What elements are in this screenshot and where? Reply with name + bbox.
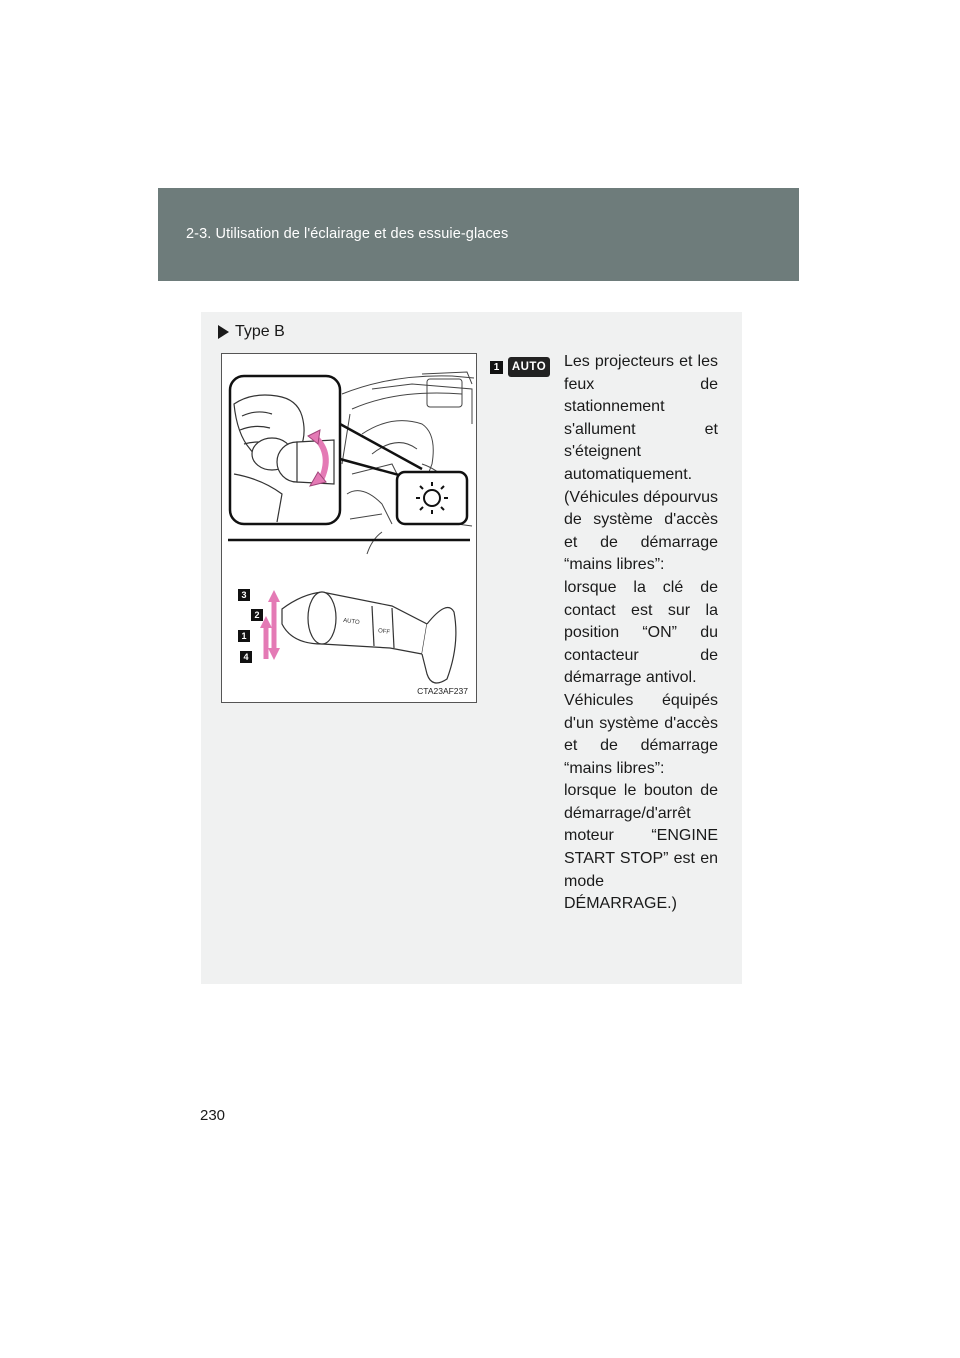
callout-2: 2: [251, 605, 263, 623]
triangle-bullet-icon: [218, 325, 229, 339]
content-panel: [201, 312, 742, 984]
section-header: [158, 188, 799, 281]
headlight-switch-illustration: [221, 353, 477, 703]
switch-off-label: OFF: [377, 628, 391, 636]
description-line: Les projecteurs et les feux de stationnement s'allument et s'éteignent automatiquement.: [564, 353, 718, 483]
description-line: lorsque le bouton de démarrage/d'arrêt moteur “ENGINE START STOP” est en mode DÉMARRAGE.): [564, 782, 718, 913]
type-label-text: Type B: [235, 323, 285, 340]
auto-position-label: AUTO: [508, 357, 550, 377]
figure-code: CTA23AF237: [417, 686, 468, 696]
item-description: [564, 351, 718, 916]
switch-auto-label: AUTO: [342, 617, 360, 627]
callout-1: 1: [238, 626, 250, 644]
callout-4: 4: [240, 647, 252, 665]
section-title: 2-3. Utilisation de l'éclairage et des essuie-glaces: [186, 226, 509, 242]
page-number: 230: [200, 1107, 226, 1124]
description-line: lorsque la clé de contact est sur la position “ON” du contacteur de démarrage antivol.: [564, 578, 718, 687]
description-line: Véhicules équipés d'un système d'accès et de démarrage “mains libres”:: [564, 691, 718, 777]
description-line: (Véhicules dépourvus de système d'accès et de démarrage “mains libres”:: [564, 488, 718, 574]
item-number-badge: 1: [490, 361, 503, 374]
callout-3: 3: [238, 585, 250, 603]
illustration-svg: [222, 354, 476, 702]
type-heading: [218, 323, 285, 341]
